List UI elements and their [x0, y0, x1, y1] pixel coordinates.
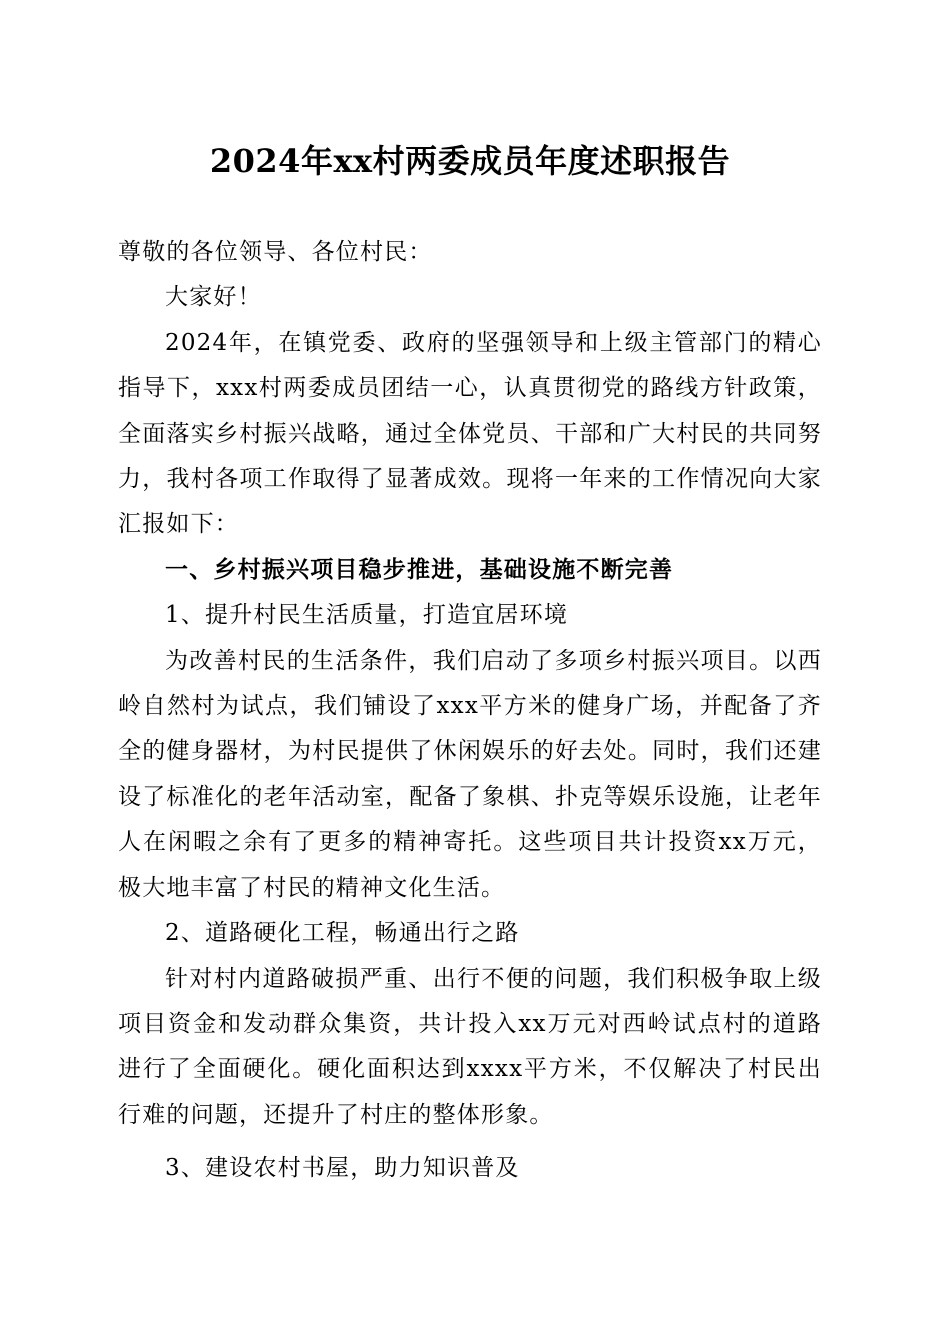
subsection-1-heading: 1、提升村民生活质量，打造宜居环境	[165, 602, 569, 629]
page-title: 2024年xx村两委成员年度述职报告	[209, 142, 731, 180]
subsection-3-heading: 3、建设农村书屋，助力知识普及	[165, 1155, 520, 1182]
greeting: 大家好！	[165, 284, 262, 311]
subsection-2-heading: 2、道路硬化工程，畅通出行之路	[165, 920, 520, 947]
section-1-heading: 一、乡村振兴项目稳步推进，基础设施不断完善	[165, 556, 674, 583]
document-body	[118, 138, 822, 1192]
salutation: 尊敬的各位领导、各位村民：	[118, 239, 433, 265]
subsection-1-body: 为改善村民的生活条件，我们启动了多项乡村振兴项目。以西岭自然村为试点，我们铺设了xxx平方米的健身广场，并配备了齐全的健身器材，为村民提供了休闲娱乐的好去处。同时，我们还建设了标准化的老年活动室，配备了象棋、扑克等娱乐设施，让老年人在闲暇之余有了更多的精神寄托。这些项目共计投资xx万元，极大地丰富了村民的精神文化生活。	[118, 647, 822, 901]
subsection-2-body: 针对村内道路破损严重、出行不便的问题，我们积极争取上级项目资金和发动群众集资，共计投入xx万元对西岭试点村的道路进行了全面硬化。硬化面积达到xxxx平方米，不仅解决了村民出行难的问题，还提升了村庄的整体形象。	[118, 965, 822, 1128]
intro-paragraph: 2024年，在镇党委、政府的坚强领导和上级主管部门的精心指导下，xxx村两委成员团结一心，认真贯彻党的路线方针政策，全面落实乡村振兴战略，通过全体党员、干部和广大村民的共同努力，我村各项工作取得了显著成效。现将一年来的工作情况向大家汇报如下：	[118, 329, 822, 538]
